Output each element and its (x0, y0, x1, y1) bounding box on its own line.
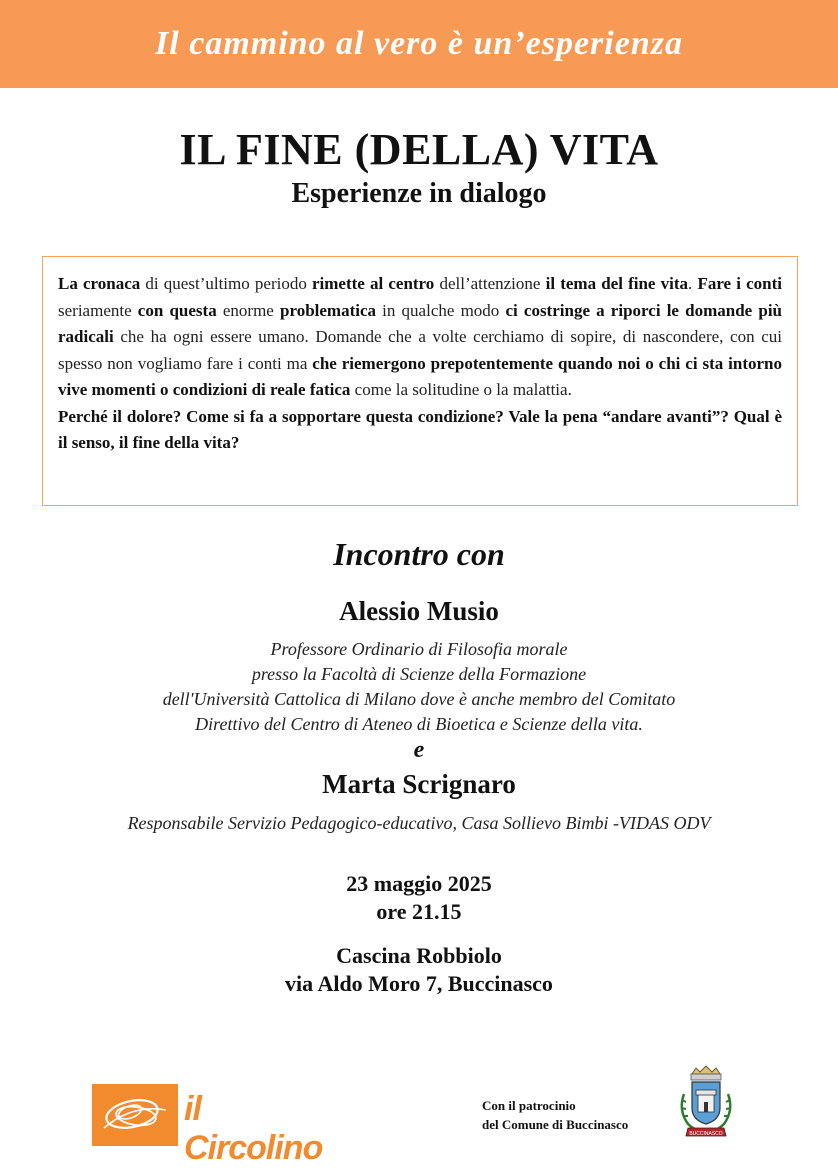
page-title: IL FINE (DELLA) VITA (179, 125, 659, 174)
circolino-logo-mark (92, 1084, 178, 1146)
crest-label: BUCCINASCO (689, 1131, 723, 1137)
event-heading: Incontro con (333, 536, 505, 572)
patronage-note (482, 1096, 628, 1134)
speaker1-bio-line: dell'Università Cattolica di Milano dove è anche membro del Comitato (162, 689, 676, 709)
intro-text-segment: dell’attenzione (434, 274, 546, 293)
circolino-logo-text: il Circolino (184, 1090, 323, 1167)
speaker1-bio-line: Direttivo del Centro di Ateneo di Bioetica e Scienze della vita. (195, 714, 643, 734)
intro-text-segment: enorme (216, 300, 280, 320)
speaker1-bio-line: Professore Ordinario di Filosofia morale (270, 639, 568, 659)
intro-bold-segment: che riemergono prepotentemente quando noi o chi ci sta intorno vive momenti o condizioni di reale fatica (58, 353, 782, 399)
speaker1-name: Alessio Musio (339, 596, 499, 626)
intro-bold-segment: il tema del fine vita (545, 274, 689, 293)
speaker1-bio-line: presso la Facoltà di Scienze della Formazione (251, 664, 587, 684)
intro-text-segment: di quest’ultimo periodo (140, 274, 312, 293)
event-location (0, 942, 838, 998)
page-subtitle: Esperienze in dialogo (291, 178, 547, 209)
intro-bold-segment: La cronaca (58, 274, 141, 293)
conjunction: e (413, 737, 425, 763)
event-date: 23 maggio 2025 (346, 871, 492, 896)
patronage-line: Con il patrocinio (482, 1098, 576, 1113)
header-banner (0, 0, 838, 88)
intro-text-segment: seriamente (58, 300, 138, 320)
event-address: via Aldo Moro 7, Buccinasco (285, 971, 553, 996)
speaker2-name: Marta Scrignaro (322, 769, 516, 799)
event-venue: Cascina Robbiolo (336, 943, 502, 968)
circles-icon (92, 1084, 178, 1146)
intro-text-segment: che ha ogni essere umano. Domande che a volte cerchiamo di sopire, di nascondere, con cui spesso non vogliamo fare i conti ma (58, 327, 782, 373)
intro-text-segment: . (688, 274, 698, 293)
event-time: ore 21.15 (376, 899, 462, 924)
circolino-logo (92, 1084, 323, 1167)
intro-bold-segment: con questa (137, 300, 217, 320)
intro-questions-text: Perché il dolore? Come si fa a sopportare questa condizione? Vale la pena “andare avanti”? Qual è il senso, il fine della vita? (58, 406, 782, 452)
intro-paragraph (58, 271, 782, 404)
speaker1-bio (0, 637, 838, 737)
event-datetime (0, 870, 838, 926)
speaker2-bio: Responsabile Servizio Pedagogico-educativo, Casa Sollievo Bimbi -VIDAS ODV (127, 813, 711, 833)
intro-text-segment: in qualche modo (376, 300, 506, 320)
intro-bold-segment: problematica (280, 300, 377, 320)
intro-bold-segment: ci costringe a riporci le domande più radicali (58, 300, 782, 346)
banner-slogan: Il cammino al vero è un’esperienza (155, 25, 683, 62)
intro-text-segment: come la solitudine o la malattia. (350, 380, 572, 399)
patronage-line: del Comune di Buccinasco (482, 1117, 629, 1132)
intro-bold-segment: rimette al centro (311, 274, 435, 293)
intro-bold-segment: Fare i conti (697, 274, 783, 293)
intro-box (42, 256, 798, 506)
intro-questions (58, 404, 782, 457)
